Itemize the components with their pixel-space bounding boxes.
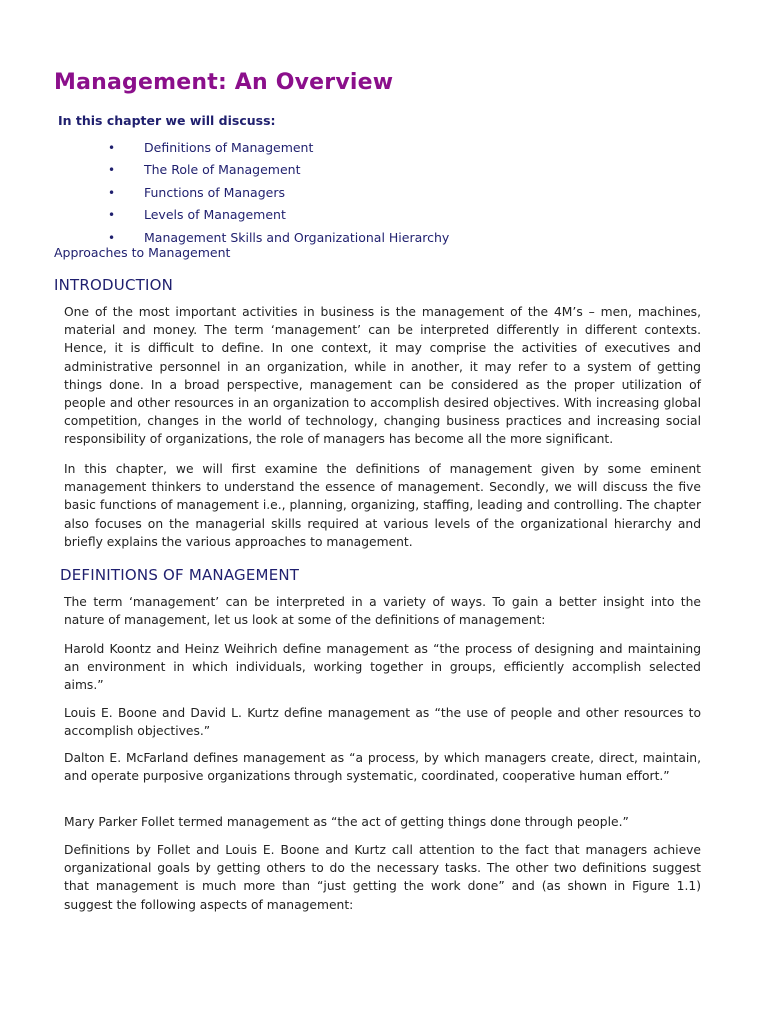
- bullet-icon: •: [108, 185, 116, 200]
- bullet-icon: •: [108, 208, 116, 223]
- section-heading-introduction: INTRODUCTION: [54, 276, 174, 294]
- list-item: [108, 139, 449, 161]
- list-item: [108, 184, 449, 206]
- list-item-text: The Role of Management: [144, 162, 301, 178]
- page-title: Management: An Overview: [54, 70, 394, 95]
- definitions-paragraph-6: Definitions by Follet and Louis E. Boone and Kurtz call attention to the fact that managers achieve organizational goals by getting others to do the necessary tasks. The other two definitions suggest that management is much more than “just getting the work done” and (as shown in Figure 1.1) suggest the following aspects of management:: [64, 843, 701, 912]
- chapter-intro-line: In this chapter we will discuss:: [58, 113, 276, 128]
- definitions-paragraph-5: Mary Parker Follet termed management as “the act of getting things done through people.”: [64, 815, 629, 829]
- intro-paragraph-2: In this chapter, we will first examine the definitions of management given by some eminent management thinkers to understand the essence of management. Secondly, we will discuss the five basic functions of management i.e., planning, organizing, staffing, leading and controlling. The chapter also focuses on the managerial skills required at various levels of the organizational hierarchy and briefly explains the various approaches to management.: [64, 462, 701, 549]
- section-heading-definitions: DEFINITIONS OF MANAGEMENT: [60, 566, 300, 584]
- intro-paragraph-1: One of the most important activities in business is the management of the 4M’s – men, machines, material and money. The term ‘management’ can be interpreted differently in different contexts. Hence, it is difficult to define. In one context, it may comprise the activities of executives and administrative personnel in an organization, while in another, it may refer to a system of getting things done. In a broad perspective, management can be considered as the proper utilization of people and other resources in an organization to accomplish desired objectives. With increasing global competition, changes in the world of technology, changing business practices and increasing social responsibility of organizations, the role of managers has become all the more significant.: [64, 305, 701, 447]
- definitions-paragraph-2: Harold Koontz and Heinz Weihrich define management as “the process of designing and maintaining an environment in which individuals, working together in groups, efficiently accomplish selected aims.”: [64, 642, 701, 693]
- bullet-icon: •: [108, 230, 116, 245]
- bullet-icon: •: [108, 141, 116, 155]
- topic-list: [108, 139, 449, 251]
- list-item: [108, 161, 449, 183]
- definitions-paragraph-1: The term ‘management’ can be interpreted in a variety of ways. To gain a better insight into the nature of management, let us look at some of the definitions of management:: [64, 595, 701, 628]
- definitions-paragraph-4: Dalton E. McFarland defines management as “a process, by which managers create, direct, maintain, and operate purposive organizations through systematic, coordinated, cooperative human effort.”: [64, 751, 701, 784]
- list-item: [108, 206, 449, 228]
- list-item-text: Management Skills and Organizational Hierarchy: [144, 229, 450, 245]
- list-item-text: Definitions of Management: [144, 140, 314, 155]
- list-item-text: Levels of Management: [144, 207, 286, 223]
- bullet-icon: •: [108, 163, 116, 178]
- list-item-text: Functions of Managers: [144, 184, 285, 200]
- list-item-overflow-text: Approaches to Management: [54, 245, 231, 260]
- definitions-paragraph-3: Louis E. Boone and David L. Kurtz define management as “the use of people and other resources to accomplish objectives.”: [64, 706, 701, 739]
